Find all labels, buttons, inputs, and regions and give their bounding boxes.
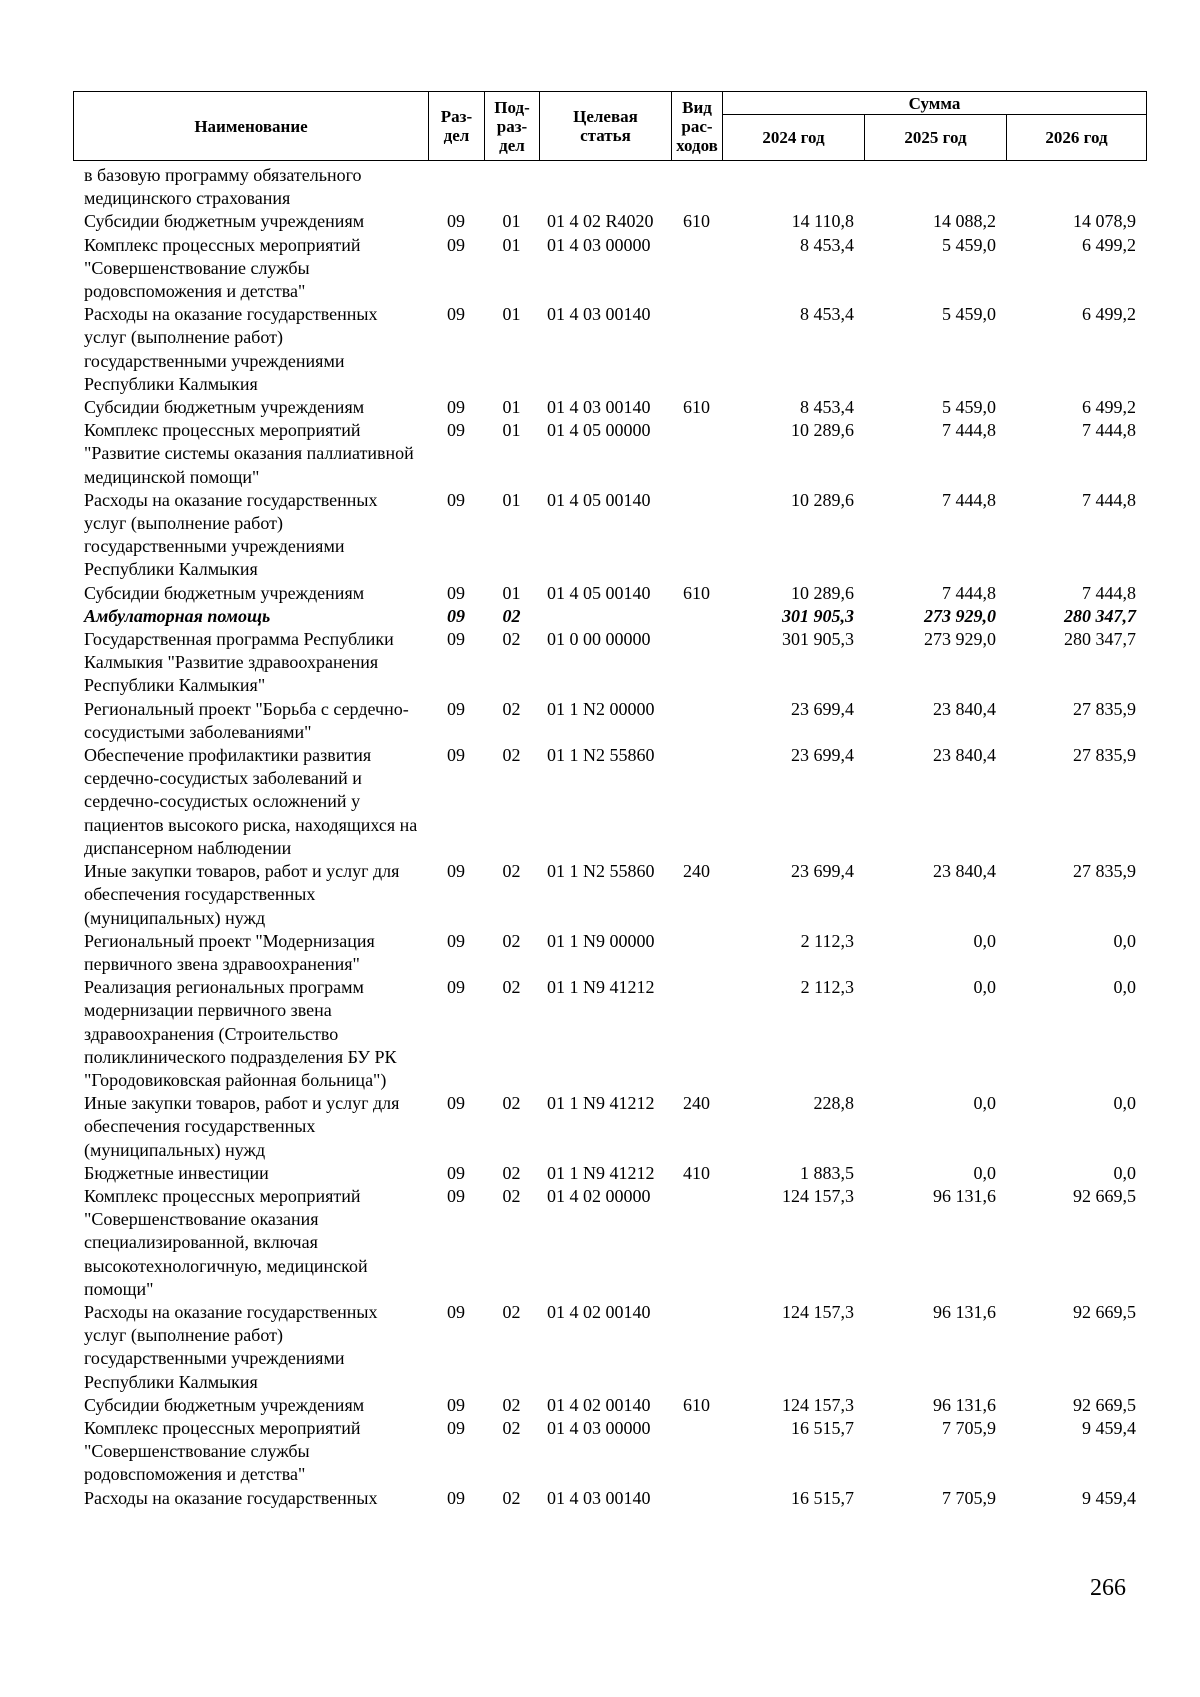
row-celevaya-statya: 01 1 N9 41212	[547, 977, 655, 998]
row-podrazdel: 01	[502, 397, 521, 418]
row-name: Расходы на оказание государственных услуг (выполнение работ) государственными учреждениями Республики Калмыкия	[84, 489, 378, 580]
row-razdel: 09	[447, 1487, 465, 1508]
row-celevaya-statya: 01 0 00 00000	[547, 629, 651, 650]
row-celevaya-statya: 01 4 03 00140	[547, 397, 651, 418]
row-sum-2024: 16 515,7	[791, 1487, 854, 1508]
row-celevaya-statya: 01 4 05 00000	[547, 420, 651, 441]
row-celevaya-statya: 01 1 N9 41212	[547, 1093, 655, 1114]
row-vid-rashodov	[671, 605, 722, 628]
row-vid-rashodov: 240	[683, 1093, 710, 1114]
row-name: Комплекс процессных мероприятий "Совершенствование службы родовспоможения и детства"	[84, 1417, 361, 1485]
row-sum-2026	[1006, 164, 1146, 210]
row-vid-rashodov: 610	[683, 1394, 710, 1415]
budget-table	[73, 164, 1146, 1510]
row-podrazdel: 01	[502, 234, 521, 255]
row-sum-2024: 124 157,3	[782, 1301, 854, 1322]
row-sum-2025: 5 459,0	[942, 234, 996, 255]
row-podrazdel: 02	[502, 1162, 521, 1183]
row-vid-rashodov	[671, 930, 722, 976]
row-sum-2026: 92 669,5	[1073, 1185, 1136, 1206]
row-celevaya-statya: 01 4 02 00140	[547, 1301, 651, 1322]
row-name: Комплекс процессных мероприятий "Развитие системы оказания паллиативной медицинской помощи"	[84, 420, 414, 487]
row-sum-2025: 14 088,2	[933, 211, 996, 232]
row-sum-2024: 2 112,3	[800, 930, 854, 951]
row-sum-2025: 23 840,4	[933, 698, 996, 719]
row-sum-2024: 10 289,6	[791, 420, 854, 441]
row-podrazdel: 01	[502, 304, 521, 325]
row-celevaya-statya: 01 1 N2 55860	[547, 861, 655, 882]
row-sum-2026: 27 835,9	[1073, 698, 1136, 719]
row-razdel: 09	[447, 234, 465, 255]
row-vid-rashodov: 410	[683, 1162, 710, 1183]
table-row	[73, 396, 1146, 419]
header-razdel: Раз- дел	[429, 92, 485, 161]
row-vid-rashodov	[671, 698, 722, 744]
row-name: Расходы на оказание государственных услуг (выполнение работ) государственными учреждениями Республики Калмыкия	[84, 304, 378, 394]
table-row	[73, 582, 1146, 605]
row-name: Региональный проект "Модернизация первичного звена здравоохранения"	[84, 930, 375, 974]
row-sum-2025: 96 131,6	[933, 1394, 996, 1415]
row-podrazdel: 02	[502, 861, 521, 882]
table-row	[73, 234, 1146, 304]
row-vid-rashodov	[671, 976, 722, 1092]
row-sum-2024: 8 453,4	[800, 397, 854, 418]
row-razdel: 09	[447, 211, 465, 232]
row-podrazdel: 02	[502, 605, 521, 626]
row-sum-2024	[722, 164, 864, 210]
row-razdel: 09	[447, 1301, 465, 1322]
row-sum-2024: 124 157,3	[782, 1185, 854, 1206]
row-sum-2025: 7 444,8	[942, 489, 996, 510]
row-name: Региональный проект "Борьба с сердечно-сосудистыми заболеваниями"	[84, 698, 409, 742]
row-name: Расходы на оказание государственных услуг (выполнение работ) государственными учреждениями Республики Калмыкия	[84, 1301, 378, 1392]
row-podrazdel: 02	[502, 1301, 521, 1322]
row-razdel: 09	[447, 977, 465, 998]
row-sum-2026: 7 444,8	[1082, 582, 1136, 603]
row-podrazdel: 02	[502, 745, 521, 766]
row-razdel: 09	[447, 1417, 465, 1438]
row-sum-2026: 6 499,2	[1082, 234, 1136, 255]
table-row	[73, 210, 1146, 233]
row-sum-2025: 273 929,0	[924, 629, 996, 650]
row-sum-2024: 2 112,3	[800, 977, 854, 998]
header-year-2024: 2024 год	[723, 115, 865, 161]
table-row	[73, 744, 1146, 860]
row-name: Субсидии бюджетным учреждениям	[84, 1394, 365, 1415]
row-sum-2024: 23 699,4	[791, 745, 854, 766]
row-name: в базовую программу обязательного медицинского страхования	[84, 165, 362, 209]
table-row	[73, 976, 1146, 1092]
row-sum-2024: 16 515,7	[791, 1417, 854, 1438]
row-podrazdel: 02	[502, 1417, 521, 1438]
row-name: Субсидии бюджетным учреждениям	[84, 397, 365, 418]
header-summa: Сумма	[723, 92, 1147, 115]
row-sum-2026: 7 444,8	[1082, 420, 1136, 441]
table-header	[73, 91, 1147, 161]
table-row	[73, 1162, 1146, 1185]
row-sum-2026: 0,0	[1113, 1162, 1136, 1183]
row-podrazdel: 01	[502, 420, 521, 441]
row-name: Иные закупки товаров, работ и услуг для обеспечения государственных (муниципальных) нужд	[84, 1093, 400, 1160]
row-sum-2025: 23 840,4	[933, 861, 996, 882]
row-razdel: 09	[447, 605, 465, 626]
row-sum-2026: 0,0	[1113, 930, 1136, 951]
row-celevaya-statya: 01 4 02 00000	[547, 1185, 651, 1206]
table-row	[73, 1394, 1146, 1417]
row-sum-2025: 0,0	[973, 1093, 996, 1114]
row-name: Субсидии бюджетным учреждениям	[84, 582, 365, 603]
row-razdel: 09	[447, 1162, 465, 1183]
row-celevaya-statya: 01 4 05 00140	[547, 489, 651, 510]
row-name: Комплекс процессных мероприятий "Совершенствование оказания специализированной, включая высокотехнологичную, медицинской помощи"	[84, 1185, 368, 1299]
row-sum-2024: 8 453,4	[800, 234, 854, 255]
row-sum-2025: 7 705,9	[942, 1487, 996, 1508]
row-sum-2026: 9 459,4	[1082, 1487, 1136, 1508]
row-sum-2025: 7 705,9	[942, 1417, 996, 1438]
header-vid-rashodov: Вид рас- ходов	[672, 92, 723, 161]
table-row	[73, 698, 1146, 744]
row-razdel: 09	[447, 489, 465, 510]
row-sum-2024: 14 110,8	[791, 211, 854, 232]
row-celevaya-statya: 01 4 03 00140	[547, 304, 651, 325]
row-sum-2026: 0,0	[1113, 977, 1136, 998]
row-sum-2024: 1 883,5	[800, 1162, 854, 1183]
row-razdel: 09	[447, 420, 465, 441]
row-vid-rashodov: 610	[683, 211, 710, 232]
row-podrazdel: 02	[502, 1093, 521, 1114]
row-sum-2026: 92 669,5	[1073, 1301, 1136, 1322]
row-podrazdel: 02	[502, 977, 521, 998]
table-row	[73, 303, 1146, 396]
row-razdel: 09	[447, 1093, 465, 1114]
table-row	[73, 419, 1146, 489]
row-sum-2026: 14 078,9	[1073, 211, 1136, 232]
row-celevaya-statya	[539, 164, 671, 210]
table-row	[73, 930, 1146, 976]
row-name: Комплекс процессных мероприятий "Совершенствование службы родовспоможения и детства"	[84, 234, 361, 302]
row-sum-2026: 6 499,2	[1082, 304, 1136, 325]
row-celevaya-statya: 01 1 N2 55860	[547, 745, 655, 766]
row-sum-2025: 96 131,6	[933, 1301, 996, 1322]
row-sum-2024: 301 905,3	[782, 629, 854, 650]
row-razdel: 09	[447, 745, 465, 766]
row-razdel: 09	[447, 861, 465, 882]
row-sum-2025: 96 131,6	[933, 1185, 996, 1206]
row-vid-rashodov	[671, 303, 722, 396]
row-razdel	[428, 164, 484, 210]
header-year-2026: 2026 год	[1007, 115, 1147, 161]
row-razdel: 09	[447, 698, 465, 719]
row-sum-2025: 5 459,0	[942, 304, 996, 325]
row-razdel: 09	[447, 1394, 465, 1415]
row-name: Государственная программа Республики Калмыкия "Развитие здравоохранения Республики Калмыкия"	[84, 629, 394, 696]
row-vid-rashodov	[671, 1417, 722, 1487]
header-name: Наименование	[74, 92, 429, 161]
row-sum-2026: 280 347,7	[1064, 629, 1136, 650]
row-name: Обеспечение профилактики развития сердечно-сосудистых заболеваний и сердечно-сосудистых осложнений у пациентов высокого риска, находящихся на диспансерном наблюдении	[84, 745, 418, 858]
table-row	[73, 860, 1146, 930]
row-sum-2024: 23 699,4	[791, 698, 854, 719]
row-podrazdel: 01	[502, 211, 521, 232]
row-sum-2024: 8 453,4	[800, 304, 854, 325]
row-sum-2025: 5 459,0	[942, 397, 996, 418]
row-sum-2025: 0,0	[973, 1162, 996, 1183]
row-razdel: 09	[447, 304, 465, 325]
row-celevaya-statya: 01 4 02 00140	[547, 1394, 651, 1415]
row-sum-2024: 10 289,6	[791, 582, 854, 603]
table-row	[73, 1092, 1146, 1162]
row-podrazdel: 02	[502, 930, 521, 951]
row-vid-rashodov	[671, 234, 722, 304]
row-celevaya-statya: 01 4 03 00140	[547, 1487, 651, 1508]
table-row	[73, 489, 1146, 582]
row-vid-rashodov: 610	[683, 397, 710, 418]
row-celevaya-statya: 01 4 05 00140	[547, 582, 651, 603]
row-name: Реализация региональных программ модернизации первичного звена здравоохранения (Строительство поликлинического подразделения БУ РК "Городовиковская районная больница")	[84, 977, 397, 1090]
row-sum-2026: 92 669,5	[1073, 1394, 1136, 1415]
row-vid-rashodov	[671, 1301, 722, 1394]
table-row	[73, 605, 1146, 628]
row-razdel: 09	[447, 582, 465, 603]
row-celevaya-statya: 01 4 02 R4020	[547, 211, 654, 232]
row-sum-2025: 0,0	[973, 930, 996, 951]
row-sum-2025: 273 929,0	[924, 605, 996, 626]
row-sum-2024: 124 157,3	[782, 1394, 854, 1415]
row-vid-rashodov	[671, 419, 722, 489]
row-podrazdel: 02	[502, 1487, 521, 1508]
row-celevaya-statya: 01 1 N2 00000	[547, 698, 655, 719]
row-razdel: 09	[447, 930, 465, 951]
row-name: Субсидии бюджетным учреждениям	[84, 211, 365, 232]
row-celevaya-statya: 01 4 03 00000	[547, 1417, 651, 1438]
row-name: Амбулаторная помощь	[84, 605, 271, 626]
row-vid-rashodov	[671, 1185, 722, 1301]
header-celevaya-statya: Целевая статья	[540, 92, 672, 161]
row-sum-2025: 7 444,8	[942, 582, 996, 603]
row-sum-2025: 7 444,8	[942, 420, 996, 441]
table-row	[73, 1417, 1146, 1487]
row-sum-2025: 0,0	[973, 977, 996, 998]
row-celevaya-statya: 01 1 N9 00000	[547, 930, 655, 951]
row-sum-2024: 23 699,4	[791, 861, 854, 882]
row-sum-2026: 6 499,2	[1082, 397, 1136, 418]
row-podrazdel: 01	[502, 582, 521, 603]
row-sum-2024: 301 905,3	[782, 605, 854, 626]
row-podrazdel: 02	[502, 1185, 521, 1206]
row-celevaya-statya	[539, 605, 671, 628]
table-row	[73, 1487, 1146, 1510]
row-sum-2026: 7 444,8	[1082, 489, 1136, 510]
table-row	[73, 628, 1146, 698]
page-number: 266	[1090, 1575, 1126, 1601]
row-name: Иные закупки товаров, работ и услуг для обеспечения государственных (муниципальных) нужд	[84, 861, 400, 928]
row-podrazdel: 02	[502, 698, 521, 719]
header-podrazdel: Под- раз- дел	[485, 92, 540, 161]
row-sum-2024: 10 289,6	[791, 489, 854, 510]
table-row	[73, 164, 1146, 210]
row-razdel: 09	[447, 397, 465, 418]
row-vid-rashodov: 610	[683, 582, 710, 603]
row-vid-rashodov	[671, 628, 722, 698]
row-podrazdel: 02	[502, 629, 521, 650]
row-vid-rashodov	[671, 164, 722, 210]
row-sum-2026: 27 835,9	[1073, 745, 1136, 766]
row-vid-rashodov	[671, 489, 722, 582]
header-year-2025: 2025 год	[865, 115, 1007, 161]
row-celevaya-statya: 01 4 03 00000	[547, 234, 651, 255]
row-sum-2026: 27 835,9	[1073, 861, 1136, 882]
row-sum-2025	[864, 164, 1006, 210]
row-sum-2024: 228,8	[813, 1093, 854, 1114]
row-vid-rashodov	[671, 744, 722, 860]
row-razdel: 09	[447, 1185, 465, 1206]
row-sum-2025: 23 840,4	[933, 745, 996, 766]
table-row	[73, 1185, 1146, 1301]
row-sum-2026: 9 459,4	[1082, 1417, 1136, 1438]
row-celevaya-statya: 01 1 N9 41212	[547, 1162, 655, 1183]
row-podrazdel: 02	[502, 1394, 521, 1415]
row-sum-2026: 280 347,7	[1064, 605, 1136, 626]
row-vid-rashodov	[671, 1487, 722, 1510]
row-podrazdel	[484, 164, 539, 210]
row-name: Бюджетные инвестиции	[84, 1162, 269, 1183]
row-vid-rashodov: 240	[683, 861, 710, 882]
row-name: Расходы на оказание государственных	[84, 1487, 378, 1508]
table-row	[73, 1301, 1146, 1394]
row-razdel: 09	[447, 629, 465, 650]
row-podrazdel: 01	[502, 489, 521, 510]
row-sum-2026: 0,0	[1113, 1093, 1136, 1114]
